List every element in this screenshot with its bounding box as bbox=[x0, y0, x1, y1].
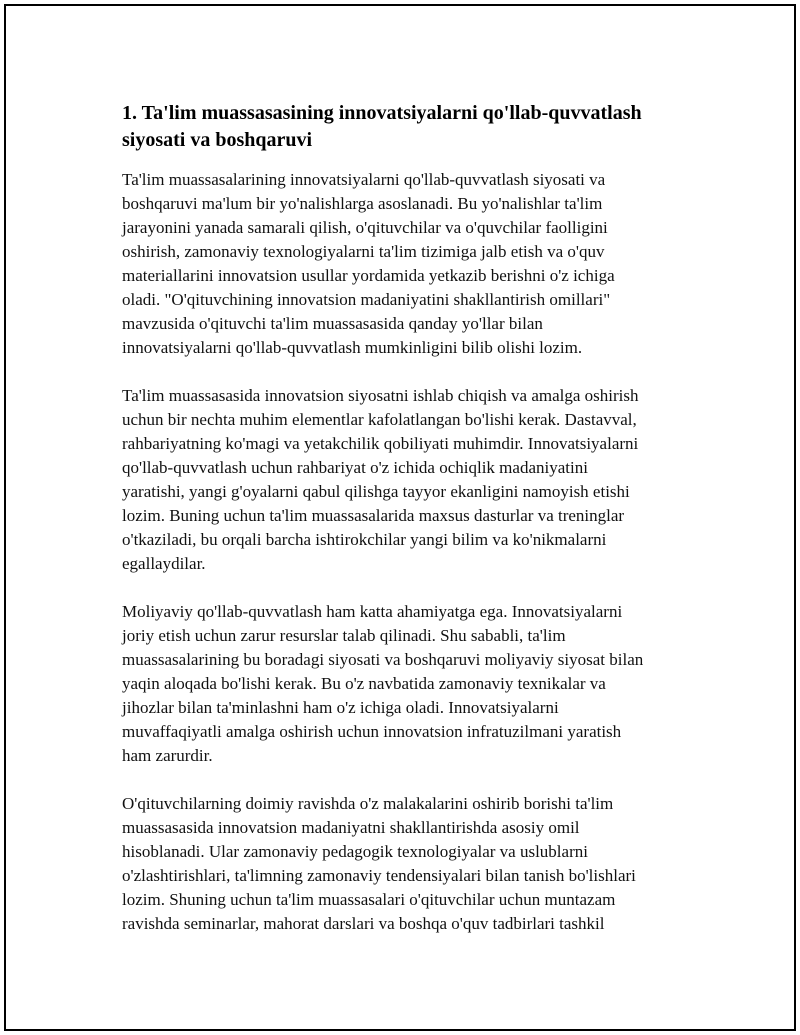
paragraph-line: lozim. Buning uchun ta'lim muassasalarida maxsus dasturlar va treninglar bbox=[122, 506, 625, 525]
paragraph-line: materiallarini innovatsion usullar yordamida yetkazib berishni o'z ichiga bbox=[122, 266, 615, 285]
paragraph-line: muassasalarining bu boradagi siyosati va boshqaruvi moliyaviy siyosat bilan bbox=[122, 650, 644, 669]
paragraph-line: oshirish, zamonaviy texnologiyalarni ta'lim tizimiga jalb etish va o'quv bbox=[122, 242, 605, 261]
paragraph-line: muvaffaqiyatli amalga oshirish uchun innovatsion infratuzilmani yaratish bbox=[122, 722, 622, 741]
section-heading bbox=[122, 100, 692, 154]
paragraph-line: ham zarurdir. bbox=[122, 746, 213, 765]
paragraph-line: O'qituvchilarning doimiy ravishda o'z malakalarini oshirib borishi ta'lim bbox=[122, 794, 614, 813]
paragraph bbox=[122, 384, 692, 576]
paragraph bbox=[122, 792, 692, 936]
paragraph-line: qo'llab-quvvatlash uchun rahbariyat o'z ichida ochiqlik madaniyatini bbox=[122, 458, 588, 477]
paragraph-line: yaratishi, yangi g'oyalarni qabul qilishga tayyor ekanligini namoyish etishi bbox=[122, 482, 630, 501]
paragraph-line: Ta'lim muassasasida innovatsion siyosatni ishlab chiqish va amalga oshirish bbox=[122, 386, 639, 405]
paragraph-line: hisoblanadi. Ular zamonaviy pedagogik texnologiyalar va uslublarni bbox=[122, 842, 588, 861]
paragraph-line: Ta'lim muassasalarining innovatsiyalarni qo'llab-quvvatlash siyosati va bbox=[122, 170, 606, 189]
paragraph-line: mavzusida o'qituvchi ta'lim muassasasida qanday yo'llar bilan bbox=[122, 314, 543, 333]
paragraph-line: lozim. Shuning uchun ta'lim muassasalari o'qituvchilar uchun muntazam bbox=[122, 890, 616, 909]
paragraph bbox=[122, 600, 692, 768]
paragraph-line: oladi. "O'qituvchining innovatsion madaniyatini shakllantirish omillari" bbox=[122, 290, 611, 309]
paragraph-line: o'tkaziladi, bu orqali barcha ishtirokchilar yangi bilim va ko'nikmalarni bbox=[122, 530, 607, 549]
heading-line: siyosati va boshqaruvi bbox=[122, 129, 313, 151]
paragraph bbox=[122, 168, 692, 360]
paragraph-line: o'zlashtirishlari, ta'limning zamonaviy tendensiyalari bilan tanish bo'lishlari bbox=[122, 866, 636, 885]
paragraph-line: jihozlar bilan ta'minlashni ham o'z ichiga oladi. Innovatsiyalarni bbox=[122, 698, 559, 717]
paragraph-line: jarayonini yanada samarali qilish, o'qituvchilar va o'quvchilar faolligini bbox=[122, 218, 608, 237]
paragraph-line: muassasasida innovatsion madaniyatni shakllantirishda asosiy omil bbox=[122, 818, 580, 837]
paragraph-line: ravishda seminarlar, mahorat darslari va boshqa o'quv tadbirlari tashkil bbox=[122, 914, 605, 933]
paragraph-line: uchun bir nechta muhim elementlar kafolatlangan bo'lishi kerak. Dastavval, bbox=[122, 410, 637, 429]
page-frame bbox=[4, 4, 796, 1031]
heading-line: 1. Ta'lim muassasasining innovatsiyalarni qo'llab-quvvatlash bbox=[122, 102, 642, 124]
paragraph-line: boshqaruvi ma'lum bir yo'nalishlarga asoslanadi. Bu yo'nalishlar ta'lim bbox=[122, 194, 603, 213]
paragraph-line: yaqin aloqada bo'lishi kerak. Bu o'z navbatida zamonaviy texnikalar va bbox=[122, 674, 606, 693]
paragraph-line: egallaydilar. bbox=[122, 554, 206, 573]
paragraph-line: joriy etish uchun zarur resurslar talab qilinadi. Shu sababli, ta'lim bbox=[122, 626, 566, 645]
paragraph-line: Moliyaviy qo'llab-quvvatlash ham katta ahamiyatga ega. Innovatsiyalarni bbox=[122, 602, 623, 621]
paragraph-line: innovatsiyalarni qo'llab-quvvatlash mumkinligini bilib olishi lozim. bbox=[122, 338, 583, 357]
paragraph-line: rahbariyatning ko'magi va yetakchilik qobiliyati muhimdir. Innovatsiyalarni bbox=[122, 434, 639, 453]
document-body bbox=[122, 100, 692, 960]
